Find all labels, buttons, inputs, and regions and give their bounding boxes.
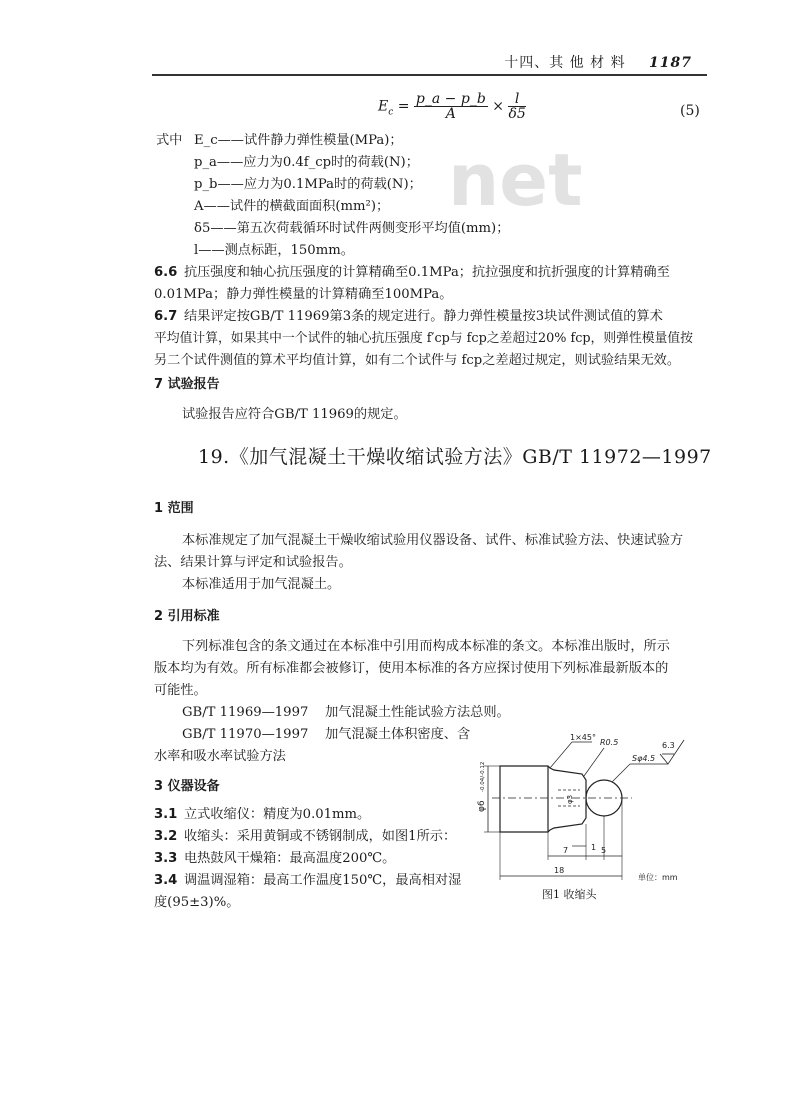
paragraph-line: 抗压强度和轴心抗压强度的计算精确至0.1MPa；抗拉强度和抗折强度的计算精确至: [184, 265, 670, 280]
clause-number: 3.1: [154, 807, 178, 822]
equipment-item-cont: 度(95±3)%。: [154, 895, 240, 910]
formula-numerator: p_a − p_b: [415, 91, 486, 107]
formula-numerator-2: l: [508, 92, 525, 107]
paragraph-line: 版本均为有效。所有标准都会被修订，使用本标准的各方应探讨使用下列标准最新版本的: [154, 661, 669, 676]
paragraph-line: 平均值计算，如果其中一个试件的轴心抗压强度 f′cp与 fcp之差超过20% fcp，则弹性模量值按: [154, 331, 693, 346]
equipment-item: 立式收缩仪：精度为0.01mm。: [184, 807, 371, 822]
dim-sphere-label: Sφ4.5: [632, 754, 656, 763]
paragraph-line: 可能性。: [154, 683, 207, 698]
clause-number: 3.4: [154, 873, 178, 888]
reference-item: GB/T 11970—1997 加气混凝土体积密度、含: [182, 727, 471, 742]
dim-diameter-tol: -0.04/-0.12: [480, 761, 486, 792]
paragraph-line: 另二个试件测值的算术平均值计算，如有二个试件与 fcp之差超过规定，则试验结果无效。: [154, 353, 681, 368]
running-header: [504, 52, 692, 72]
dim-eighteen-label: 18: [554, 866, 565, 875]
clause-number: 3.2: [154, 829, 178, 844]
definition-item: δ5——第五次荷载循环时试件两侧变形平均值(mm)；: [194, 221, 510, 236]
formula-denominator: A: [445, 106, 456, 122]
definition-item: p_a——应力为0.4f_cp时的荷载(N)；: [194, 155, 419, 170]
formula-times: ×: [492, 98, 504, 115]
dim-one-label: 1: [591, 843, 597, 852]
figure-caption: 图1 收缩头: [542, 888, 597, 901]
dim-five-label: 5: [601, 846, 607, 855]
dim-diameter-label: φ6: [477, 800, 487, 812]
equipment-item: 收缩头：采用黄铜或不锈钢制成，如图1所示：: [184, 829, 457, 844]
equipment-item: 电热鼓风干燥箱：最高温度200℃。: [184, 851, 396, 866]
paragraph-line: 0.01MPa；静力弹性模量的计算精确至100MPa。: [154, 287, 453, 302]
equipment-item: 调温调湿箱：最高工作温度150℃，最高相对湿: [184, 873, 462, 888]
clause-number: 6.6: [154, 265, 178, 280]
dim-roughness-label: 6.3: [662, 741, 675, 750]
section-heading: 2 引用标准: [154, 609, 220, 624]
paragraph-line: 试验报告应符合GB/T 11969的规定。: [182, 407, 407, 422]
formula: $E_c$ = $\frac{p\_a - p\_b}{A}$ × $\frac{l}{\delta 5}$: [378, 91, 526, 122]
dim-chamfer-label: 1×45°: [570, 733, 596, 742]
leader-line: [612, 764, 630, 782]
dim-hole-label: φ3: [566, 794, 574, 804]
definition-item: E_c——试件静力弹性模量(MPa)；: [194, 133, 403, 148]
section-heading: 1 范围: [154, 501, 194, 516]
paragraph-line: 下列标准包含的条文通过在本标准中引用而构成本标准的条文。本标准出版时，所示: [182, 639, 670, 654]
page-number: 1187: [649, 55, 692, 71]
dim-radius-label: R0.5: [600, 738, 619, 747]
formula-fraction-1: [414, 92, 488, 121]
section-heading: 7 试验报告: [154, 377, 220, 392]
definition-item: A——试件的横截面面积(mm²)；: [194, 199, 390, 214]
formula-lhs-sub: c: [388, 107, 394, 118]
formula-lhs: E: [378, 98, 389, 115]
paragraph-line: 本标准规定了加气混凝土干燥收缩试验用仪器设备、试件、标准试验方法、快速试验方: [182, 533, 684, 548]
dim-seven-label: 7: [563, 846, 569, 855]
figure-unit: 单位：mm: [638, 873, 678, 882]
formula-number: (5): [680, 103, 700, 119]
watermark: net: [448, 138, 583, 222]
section-heading: 3 仪器设备: [154, 779, 220, 794]
header-rule: [152, 74, 707, 76]
reference-item: GB/T 11969—1997 加气混凝土性能试验方法总则。: [182, 705, 510, 720]
paragraph-line: 本标准适用于加气混凝土。: [182, 577, 341, 592]
clause-number: 6.7: [154, 309, 178, 324]
formula-denominator-2: δ5: [508, 106, 526, 122]
clause-number: 3.3: [154, 851, 178, 866]
definition-item: p_b——应力为0.1MPa时的荷载(N)；: [194, 177, 422, 192]
definitions-intro: 式中: [156, 133, 183, 148]
standard-title: 19.《加气混凝土干燥收缩试验方法》GB/T 11972—1997: [198, 446, 712, 468]
formula-fraction-2: [508, 92, 525, 121]
chapter-title: 十四、其 他 材 料: [504, 55, 626, 71]
reference-item-cont: 水率和吸水率试验方法: [154, 749, 286, 764]
leader-line: [584, 748, 604, 776]
leader-line: [550, 742, 572, 768]
paragraph-line: 法、结果计算与评定和试验报告。: [154, 555, 352, 570]
definition-item: l——测点标距，150mm。: [194, 243, 354, 258]
paragraph-line: 结果评定按GB/T 11969第3条的规定进行。静力弹性模量按3块试件测试值的算术: [184, 309, 663, 324]
